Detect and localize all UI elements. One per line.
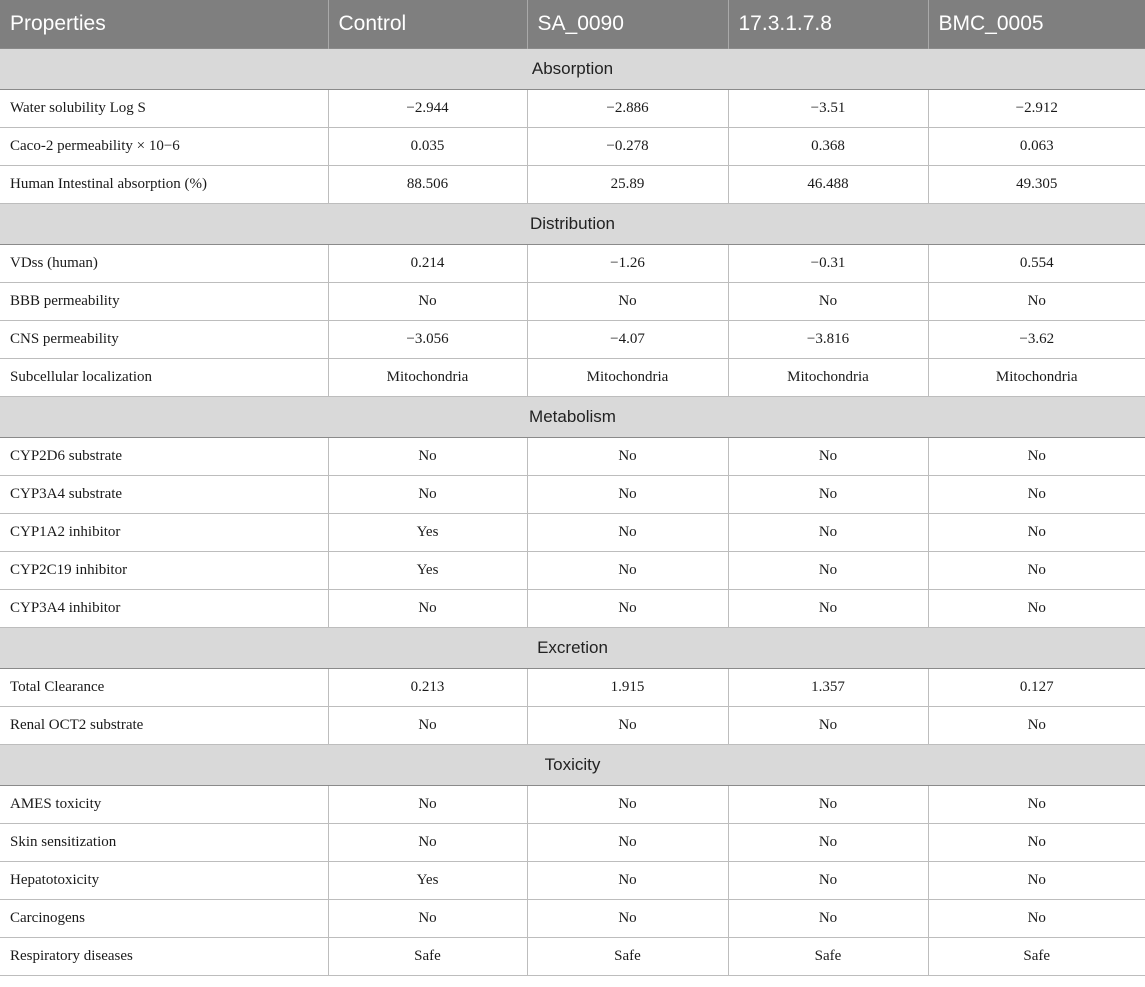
value-cell: No — [527, 283, 728, 321]
property-name-cell: BBB permeability — [0, 283, 328, 321]
value-cell: No — [728, 438, 928, 476]
section-title: Absorption — [0, 49, 1145, 90]
value-cell: No — [527, 438, 728, 476]
table-row — [0, 90, 1145, 128]
section-row — [0, 49, 1145, 90]
property-name-cell: Caco-2 permeability × 10−6 — [0, 128, 328, 166]
value-cell: 0.368 — [728, 128, 928, 166]
value-cell: Safe — [728, 938, 928, 976]
value-cell: −2.886 — [527, 90, 728, 128]
property-name-cell: Respiratory diseases — [0, 938, 328, 976]
value-cell: Yes — [328, 862, 527, 900]
value-cell: No — [928, 707, 1145, 745]
value-cell: 0.213 — [328, 669, 527, 707]
value-cell: No — [928, 862, 1145, 900]
value-cell: No — [928, 476, 1145, 514]
value-cell: No — [728, 514, 928, 552]
table-row — [0, 938, 1145, 976]
value-cell: No — [328, 283, 527, 321]
value-cell: −2.912 — [928, 90, 1145, 128]
value-cell: No — [527, 786, 728, 824]
value-cell: −0.278 — [527, 128, 728, 166]
header-control: Control — [328, 0, 527, 49]
value-cell: −1.26 — [527, 245, 728, 283]
value-cell: No — [928, 283, 1145, 321]
value-cell: No — [728, 590, 928, 628]
table-row — [0, 321, 1145, 359]
value-cell: −3.51 — [728, 90, 928, 128]
header-row — [0, 0, 1145, 49]
value-cell: No — [728, 552, 928, 590]
value-cell: Safe — [928, 938, 1145, 976]
property-name-cell: Water solubility Log S — [0, 90, 328, 128]
section-title: Toxicity — [0, 745, 1145, 786]
section-row — [0, 397, 1145, 438]
value-cell: −3.816 — [728, 321, 928, 359]
table-row — [0, 590, 1145, 628]
value-cell: No — [527, 552, 728, 590]
value-cell: −3.62 — [928, 321, 1145, 359]
header-properties: Properties — [0, 0, 328, 49]
header-17-3-1-7-8: 17.3.1.7.8 — [728, 0, 928, 49]
table-row — [0, 514, 1145, 552]
value-cell: Mitochondria — [328, 359, 527, 397]
value-cell: No — [527, 514, 728, 552]
value-cell: No — [728, 707, 928, 745]
value-cell: Mitochondria — [527, 359, 728, 397]
value-cell: No — [928, 900, 1145, 938]
table-row — [0, 900, 1145, 938]
property-name-cell: Skin sensitization — [0, 824, 328, 862]
property-name-cell: CNS permeability — [0, 321, 328, 359]
table-row — [0, 786, 1145, 824]
section-row — [0, 745, 1145, 786]
value-cell: No — [328, 824, 527, 862]
table-row — [0, 707, 1145, 745]
table-row — [0, 669, 1145, 707]
value-cell: Safe — [328, 938, 527, 976]
header-sa-0090: SA_0090 — [527, 0, 728, 49]
property-name-cell: Total Clearance — [0, 669, 328, 707]
value-cell: No — [728, 900, 928, 938]
value-cell: No — [527, 590, 728, 628]
value-cell: No — [728, 476, 928, 514]
value-cell: No — [328, 476, 527, 514]
table-row — [0, 359, 1145, 397]
value-cell: 49.305 — [928, 166, 1145, 204]
section-title: Distribution — [0, 204, 1145, 245]
table-row — [0, 283, 1145, 321]
value-cell: 88.506 — [328, 166, 527, 204]
value-cell: −3.056 — [328, 321, 527, 359]
table-row — [0, 245, 1145, 283]
property-name-cell: CYP3A4 inhibitor — [0, 590, 328, 628]
value-cell: No — [728, 862, 928, 900]
property-name-cell: VDss (human) — [0, 245, 328, 283]
value-cell: Mitochondria — [728, 359, 928, 397]
value-cell: −4.07 — [527, 321, 728, 359]
property-name-cell: CYP3A4 substrate — [0, 476, 328, 514]
value-cell: −0.31 — [728, 245, 928, 283]
value-cell: No — [328, 707, 527, 745]
value-cell: 0.214 — [328, 245, 527, 283]
table-row — [0, 166, 1145, 204]
property-name-cell: Human Intestinal absorption (%) — [0, 166, 328, 204]
value-cell: No — [527, 476, 728, 514]
value-cell: No — [527, 900, 728, 938]
property-name-cell: Hepatotoxicity — [0, 862, 328, 900]
value-cell: 0.127 — [928, 669, 1145, 707]
value-cell: 0.554 — [928, 245, 1145, 283]
table-row — [0, 824, 1145, 862]
value-cell: No — [527, 824, 728, 862]
value-cell: Safe — [527, 938, 728, 976]
section-row — [0, 628, 1145, 669]
table-row — [0, 438, 1145, 476]
value-cell: No — [928, 590, 1145, 628]
property-name-cell: CYP2C19 inhibitor — [0, 552, 328, 590]
value-cell: No — [527, 862, 728, 900]
value-cell: Mitochondria — [928, 359, 1145, 397]
table-row — [0, 476, 1145, 514]
section-title: Excretion — [0, 628, 1145, 669]
value-cell: 1.357 — [728, 669, 928, 707]
value-cell: No — [527, 707, 728, 745]
table-header — [0, 0, 1145, 49]
value-cell: Yes — [328, 514, 527, 552]
value-cell: No — [328, 786, 527, 824]
value-cell: No — [928, 438, 1145, 476]
value-cell: Yes — [328, 552, 527, 590]
property-name-cell: CYP1A2 inhibitor — [0, 514, 328, 552]
property-name-cell: AMES toxicity — [0, 786, 328, 824]
property-name-cell: Subcellular localization — [0, 359, 328, 397]
value-cell: 25.89 — [527, 166, 728, 204]
value-cell: No — [928, 514, 1145, 552]
property-name-cell: CYP2D6 substrate — [0, 438, 328, 476]
table-row — [0, 128, 1145, 166]
value-cell: No — [928, 824, 1145, 862]
value-cell: No — [328, 438, 527, 476]
value-cell: No — [328, 900, 527, 938]
value-cell: 1.915 — [527, 669, 728, 707]
value-cell: −2.944 — [328, 90, 527, 128]
property-name-cell: Carcinogens — [0, 900, 328, 938]
value-cell: No — [728, 283, 928, 321]
value-cell: No — [728, 786, 928, 824]
value-cell: 46.488 — [728, 166, 928, 204]
table-row — [0, 862, 1145, 900]
section-title: Metabolism — [0, 397, 1145, 438]
table-row — [0, 552, 1145, 590]
value-cell: No — [928, 786, 1145, 824]
value-cell: No — [928, 552, 1145, 590]
value-cell: No — [728, 824, 928, 862]
value-cell: 0.035 — [328, 128, 527, 166]
table-body — [0, 49, 1145, 976]
property-name-cell: Renal OCT2 substrate — [0, 707, 328, 745]
section-row — [0, 204, 1145, 245]
header-bmc-0005: BMC_0005 — [928, 0, 1145, 49]
value-cell: 0.063 — [928, 128, 1145, 166]
value-cell: No — [328, 590, 527, 628]
